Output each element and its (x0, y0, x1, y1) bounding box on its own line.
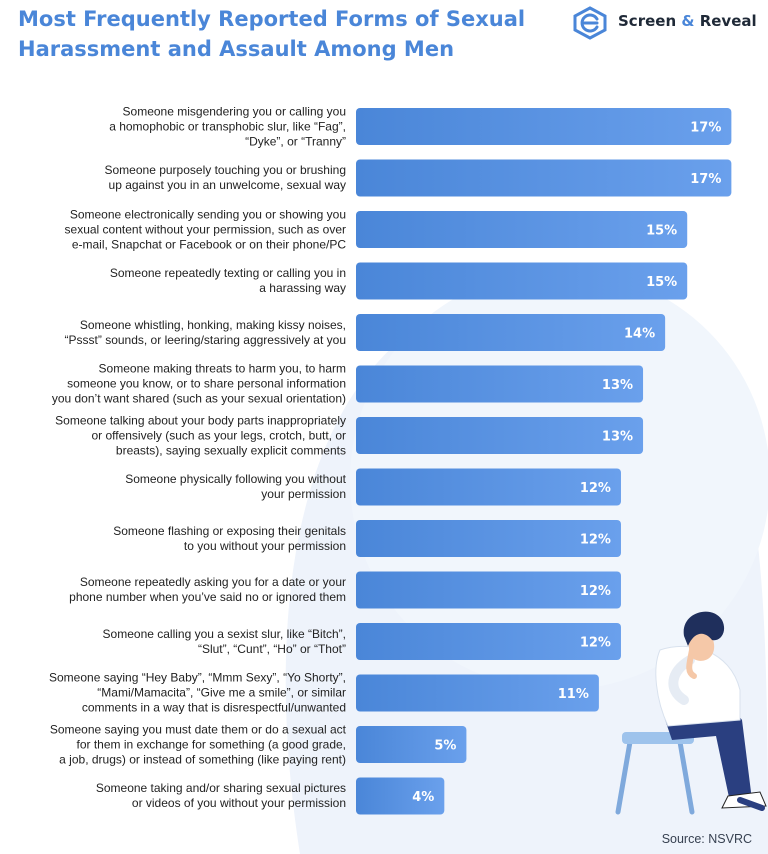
category-label-8 (4, 472, 346, 502)
category-label-13 (4, 722, 346, 767)
sad-person-illustration (592, 600, 768, 820)
category-label-line: Someone flashing or exposing their genitals (113, 523, 346, 538)
category-label-line: “Mami/Mamacita”, “Give me a smile”, or similar (97, 685, 346, 700)
category-label-line: Someone purposely touching you or brushing (104, 163, 346, 177)
category-label-6 (4, 362, 346, 407)
bar-1 (356, 108, 731, 145)
category-label-line: “Slut”, “Cunt”, “Ho” or “Thot” (197, 641, 346, 656)
category-label-line: Someone misgendering you or calling you (122, 104, 346, 118)
bar-value-label-2: 17% (690, 172, 722, 187)
bar-4 (356, 263, 687, 300)
logo-name-part2: Reveal (699, 12, 757, 30)
bar-value-label-6: 13% (601, 378, 634, 393)
category-label-line: Someone whistling, honking, making kissy noises, (79, 317, 346, 332)
category-label-line: Someone physically following you without (125, 472, 346, 486)
category-label-line: Someone talking about your body parts inappropriately (55, 413, 346, 427)
category-label-12 (4, 671, 346, 716)
category-label-line: Someone calling you a sexist slur, like “Bitch”, (102, 626, 346, 641)
logo-ampersand: & (681, 12, 695, 30)
chart-title: Most Frequently Reported Forms of Sexual Harassment and Assault Among Men (18, 7, 526, 61)
category-label-line: up against you in an unwelcome, sexual way (108, 178, 346, 192)
category-label-line: Someone saying you must date them or do a sexual act (49, 722, 346, 736)
category-label-line: “Dyke”, or “Tranny” (245, 134, 346, 148)
category-label-line: phone number when you’ve said no or ignored them (69, 590, 346, 604)
bar-value-label-11: 12% (579, 635, 611, 651)
bar-value-label-14: 4% (412, 790, 435, 805)
category-label-line: to you without your permission (183, 538, 346, 553)
logo-name-part1: Screen (618, 12, 677, 30)
bar-6 (356, 366, 643, 403)
category-label-3 (4, 207, 346, 252)
bar-value-label-8: 12% (579, 481, 611, 496)
category-label-7 (4, 413, 346, 458)
category-label-line: Someone electronically sending you or showing you (69, 207, 346, 221)
category-label-1 (4, 104, 346, 149)
bar-value-label-9: 12% (579, 532, 611, 548)
bar-value-label-13: 5% (434, 738, 457, 754)
category-label-line: comments in a way that is disrespectful/unwanted (81, 700, 346, 715)
bar-value-label-1: 17% (690, 120, 722, 136)
category-label-line: Someone taking and/or sharing sexual pictures (95, 781, 346, 795)
category-label-line: a harassing way (259, 281, 346, 295)
category-label-line: or videos of you without your permission (131, 796, 346, 810)
category-label-5 (4, 318, 346, 348)
category-label-9 (4, 524, 346, 554)
category-label-line: Someone repeatedly asking you for a date or your (79, 575, 346, 589)
bar-value-label-12: 11% (557, 687, 589, 702)
bar-value-label-4: 15% (646, 275, 678, 290)
category-label-line: “Pssst” sounds, or leering/staring aggressively at you (64, 332, 346, 347)
bar-3 (356, 211, 687, 248)
category-label-line: a homophobic or transphobic slur, like “Fag”, (109, 119, 346, 133)
category-label-4 (4, 266, 346, 296)
category-label-14 (4, 781, 346, 811)
category-label-line: your permission (261, 487, 346, 501)
bar-value-label-10: 12% (579, 584, 611, 599)
category-label-line: sexual content without your permission, such as over (64, 222, 346, 236)
bar-value-label-5: 14% (624, 326, 656, 342)
category-label-line: Someone repeatedly texting or calling you in (109, 266, 346, 280)
category-label-line: e-mail, Snapchat or Facebook or on their phone/PC (71, 237, 346, 251)
category-label-line: for them in exchange for something (a good grade, (76, 737, 346, 751)
category-label-11 (4, 627, 346, 657)
category-label-line: someone you know, or to share personal information (67, 376, 346, 391)
category-label-line: you don’t want shared (such as your sexual orientation) (51, 391, 346, 406)
bar-5 (356, 314, 665, 351)
bar-7 (356, 417, 643, 454)
category-label-line: Someone making threats to harm you, to harm (98, 361, 346, 376)
category-label-2 (4, 163, 346, 193)
bar-value-label-3: 15% (646, 223, 678, 239)
category-label-line: a job, drugs) or instead of something (like paying rent) (59, 752, 346, 766)
bar-value-label-7: 13% (601, 429, 634, 445)
category-label-10 (4, 575, 346, 605)
category-label-line: breasts), saying sexually explicit comments (115, 443, 346, 457)
category-label-line: or offensively (such as your legs, crotch, butt, or (91, 428, 346, 442)
category-label-line: Someone saying “Hey Baby”, “Mmm Sexy”, “Yo Shorty”, (49, 670, 346, 685)
source-note: Source: NSVRC (661, 832, 752, 846)
bar-2 (356, 160, 731, 197)
